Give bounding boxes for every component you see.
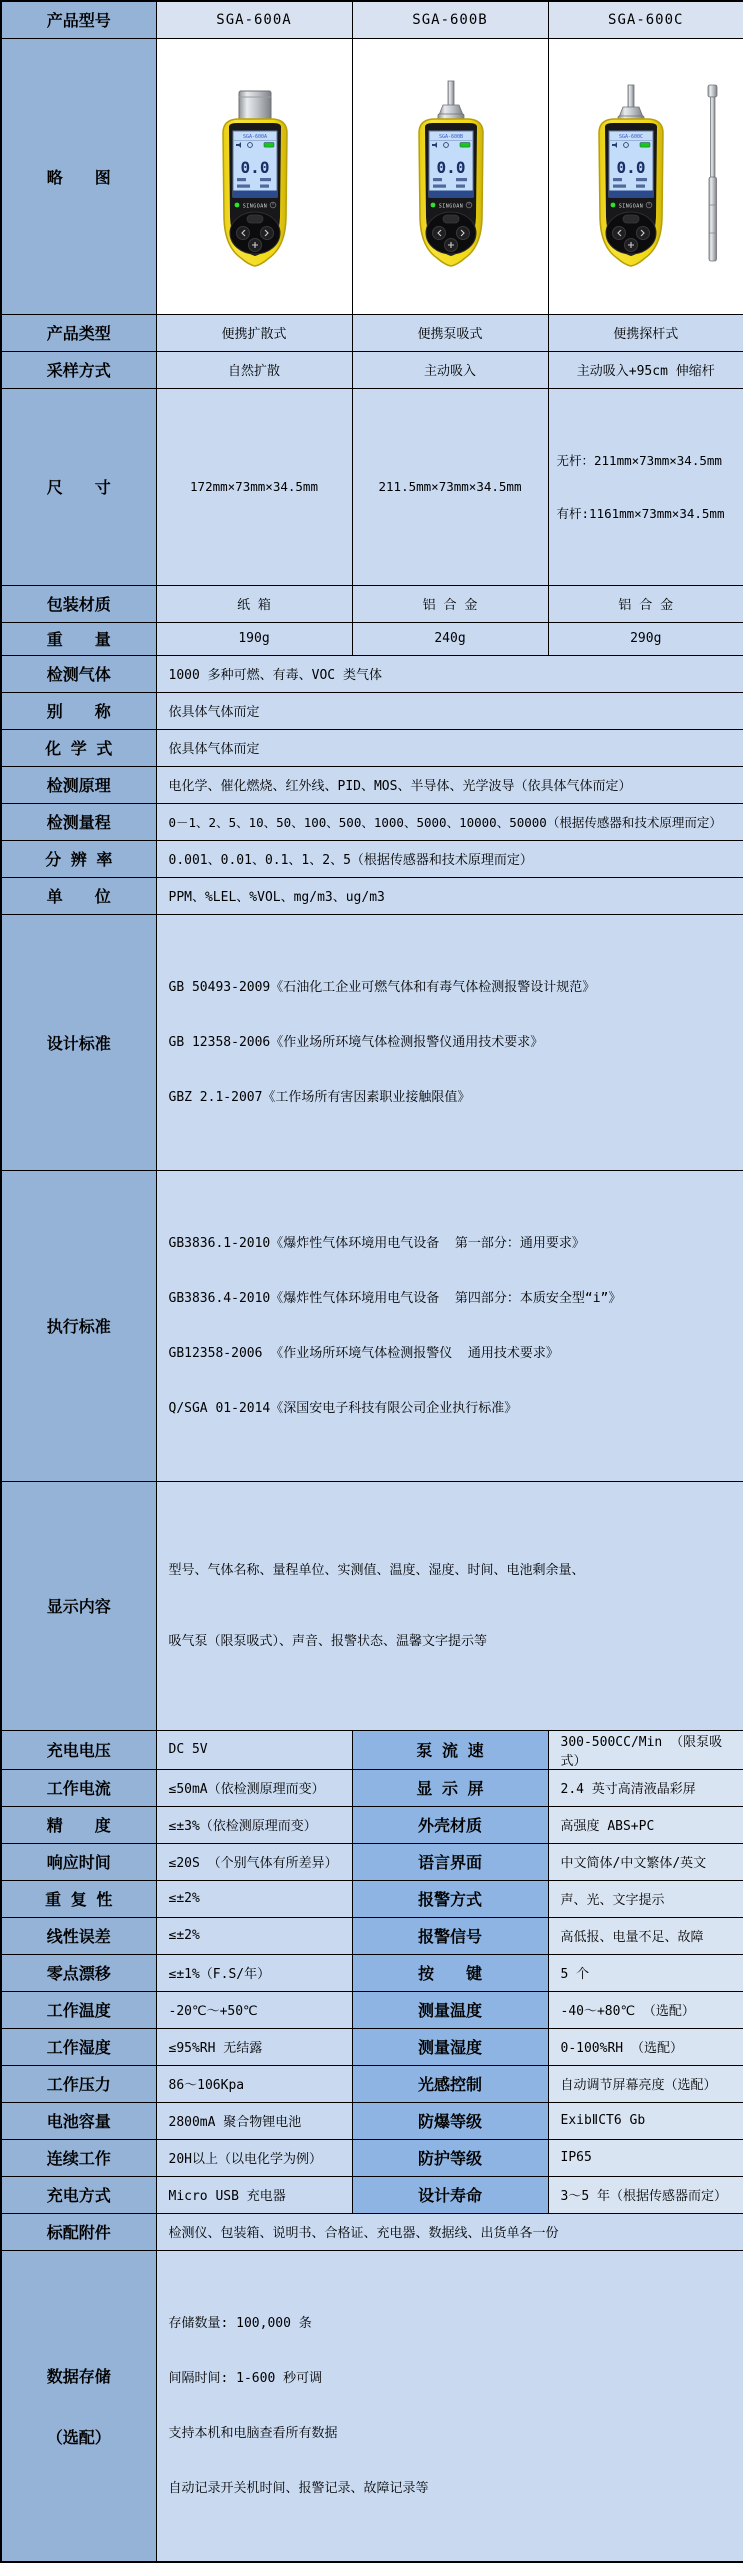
cell-value: 铝 合 金 bbox=[352, 585, 548, 622]
row-sampling-method bbox=[1, 351, 743, 388]
cell-value: 声、光、文字提示 bbox=[548, 1880, 743, 1917]
cell-value: 0-100%RH （选配） bbox=[548, 2028, 743, 2065]
cell-value: 0.001、0.01、0.1、1、2、5（根据传感器和技术原理而定） bbox=[156, 840, 743, 877]
storage-line: 支持本机和电脑查看所有数据 bbox=[169, 2421, 738, 2446]
cell-value bbox=[548, 388, 743, 585]
row-label: 工作湿度 bbox=[1, 2028, 156, 2065]
row-label: 检测原理 bbox=[1, 766, 156, 803]
row-spec bbox=[1, 2176, 743, 2213]
cell-value: PPM、%LEL、%VOL、mg/m3、ug/m3 bbox=[156, 877, 743, 914]
row-spec bbox=[1, 1769, 743, 1806]
cell-value: 300-500CC/Min （限泵吸式） bbox=[548, 1730, 743, 1769]
row-unit bbox=[1, 877, 743, 914]
device-photo-cell-b bbox=[352, 38, 548, 314]
row-label: 精 度 bbox=[1, 1806, 156, 1843]
cell-value: 主动吸入 bbox=[352, 351, 548, 388]
design-standard-line: GBZ 2.1-2007《工作场所有害因素职业接触限值》 bbox=[169, 1085, 738, 1110]
telescopic-probe-rod bbox=[708, 85, 717, 261]
cell-value: 5 个 bbox=[548, 1954, 743, 1991]
row-label: 工作压力 bbox=[1, 2065, 156, 2102]
row-design-standards bbox=[1, 914, 743, 1170]
cell-value: 172mm×73mm×34.5mm bbox=[156, 388, 352, 585]
device-screen-model-a: SGA-600A bbox=[242, 134, 266, 140]
row-spec bbox=[1, 1843, 743, 1880]
row-label-line: 数据存储 bbox=[2, 2364, 156, 2387]
cell-value: ≤±2% bbox=[156, 1880, 352, 1917]
row-label: 重 复 性 bbox=[1, 1880, 156, 1917]
row-label: 外壳材质 bbox=[352, 1806, 548, 1843]
design-standard-line: GB 50493-2009《石油化工企业可燃气体和有毒气体检测报警设计规范》 bbox=[169, 975, 738, 1000]
row-chemical-formula bbox=[1, 729, 743, 766]
device-photo-sga-600a bbox=[157, 77, 353, 276]
exec-standard-line: Q/SGA 01-2014《深国安电子科技有限公司企业执行标准》 bbox=[169, 1396, 738, 1421]
row-label: 工作温度 bbox=[1, 1991, 156, 2028]
cell-value: ≤50mA（依检测原理而变） bbox=[156, 1769, 352, 1806]
row-label: 防爆等级 bbox=[352, 2102, 548, 2139]
cell-value bbox=[156, 1170, 743, 1481]
row-label: 别 称 bbox=[1, 692, 156, 729]
storage-line: 存储数量: 100,000 条 bbox=[169, 2311, 738, 2336]
row-label: 包装材质 bbox=[1, 585, 156, 622]
row-label bbox=[1, 2250, 156, 2562]
cell-value: DC 5V bbox=[156, 1730, 352, 1769]
model-name-sga-600b: SGA-600B bbox=[352, 1, 548, 38]
cell-value: -40～+80℃ （选配） bbox=[548, 1991, 743, 2028]
cell-value: IP65 bbox=[548, 2139, 743, 2176]
row-label: 检测量程 bbox=[1, 803, 156, 840]
display-content-line: 吸气泵（限泵吸式）、声音、报警状态、温馨文字提示等 bbox=[169, 1629, 738, 1654]
row-label: 设计寿命 bbox=[352, 2176, 548, 2213]
row-label: 语言界面 bbox=[352, 1843, 548, 1880]
row-spec bbox=[1, 2028, 743, 2065]
device-photo-sga-600b bbox=[353, 77, 549, 276]
cell-value: 高低报、电量不足、故障 bbox=[548, 1917, 743, 1954]
cell-value: 1000 多种可燃、有毒、VOC 类气体 bbox=[156, 655, 743, 692]
cell-value: 0－1、2、5、10、50、100、500、1000、5000、10000、50000（根据传感器和技术原理而定） bbox=[156, 803, 743, 840]
device-screen-model-b: SGA-600B bbox=[438, 134, 462, 140]
cell-value: 中文简体/中文繁体/英文 bbox=[548, 1843, 743, 1880]
row-label: 线性误差 bbox=[1, 1917, 156, 1954]
row-weight bbox=[1, 622, 743, 655]
cell-value bbox=[156, 2250, 743, 2562]
cell-value: 2800mA 聚合物锂电池 bbox=[156, 2102, 352, 2139]
model-name-sga-600a: SGA-600A bbox=[156, 1, 352, 38]
cell-value: 便携扩散式 bbox=[156, 314, 352, 351]
dimension-without-rod: 无杆：211mm×73mm×34.5mm bbox=[557, 449, 742, 472]
cell-value: 20H以上（以电化学为例） bbox=[156, 2139, 352, 2176]
row-product-model bbox=[1, 1, 743, 38]
row-spec bbox=[1, 1917, 743, 1954]
row-spec bbox=[1, 2102, 743, 2139]
row-label-product-model: 产品型号 bbox=[1, 1, 156, 38]
row-executive-standards bbox=[1, 1170, 743, 1481]
row-detection-principle bbox=[1, 766, 743, 803]
cell-value bbox=[156, 1481, 743, 1730]
row-label: 单 位 bbox=[1, 877, 156, 914]
cell-value: 便携泵吸式 bbox=[352, 314, 548, 351]
row-label: 报警信号 bbox=[352, 1917, 548, 1954]
dimension-with-rod: 有杆:1161mm×73mm×34.5mm bbox=[557, 502, 742, 525]
model-name-sga-600c: SGA-600C bbox=[548, 1, 743, 38]
row-label: 充电电压 bbox=[1, 1730, 156, 1769]
row-spec bbox=[1, 1806, 743, 1843]
cell-value: 依具体气体而定 bbox=[156, 692, 743, 729]
row-standard-accessories bbox=[1, 2213, 743, 2250]
row-label: 电池容量 bbox=[1, 2102, 156, 2139]
row-label: 充电方式 bbox=[1, 2176, 156, 2213]
row-label: 化 学 式 bbox=[1, 729, 156, 766]
row-label: 工作电流 bbox=[1, 1769, 156, 1806]
row-detected-gas bbox=[1, 655, 743, 692]
row-label: 防护等级 bbox=[352, 2139, 548, 2176]
cell-value: ≤20S （个别气体有所差异） bbox=[156, 1843, 352, 1880]
device-photo-cell-c bbox=[548, 38, 743, 314]
cell-value: 自动调节屏幕亮度（选配） bbox=[548, 2065, 743, 2102]
row-label: 按 键 bbox=[352, 1954, 548, 1991]
row-label: 响应时间 bbox=[1, 1843, 156, 1880]
row-packing-material bbox=[1, 585, 743, 622]
row-label: 采样方式 bbox=[1, 351, 156, 388]
cell-value: 检测仪、包装箱、说明书、合格证、充电器、数据线、出货单各一份 bbox=[156, 2213, 743, 2250]
cell-value: 211.5mm×73mm×34.5mm bbox=[352, 388, 548, 585]
device-screen-model-c: SGA-600C bbox=[618, 134, 642, 140]
cell-value: 190g bbox=[156, 622, 352, 655]
row-label: 测量湿度 bbox=[352, 2028, 548, 2065]
cell-value: ≤±2% bbox=[156, 1917, 352, 1954]
design-standard-line: GB 12358-2006《作业场所环境气体检测报警仪通用技术要求》 bbox=[169, 1030, 738, 1055]
row-dimensions bbox=[1, 388, 743, 585]
storage-line: 自动记录开关机时间、报警记录、故障记录等 bbox=[169, 2476, 738, 2501]
row-product-type bbox=[1, 314, 743, 351]
cell-value: -20℃～+50℃ bbox=[156, 1991, 352, 2028]
row-label-line: （选配） bbox=[2, 2425, 156, 2448]
row-sketch bbox=[1, 38, 743, 314]
row-alias bbox=[1, 692, 743, 729]
row-label: 泵 流 速 bbox=[352, 1730, 548, 1769]
row-label-sketch: 略 图 bbox=[1, 38, 156, 314]
cell-value: 高强度 ABS+PC bbox=[548, 1806, 743, 1843]
device-photo-cell-a bbox=[156, 38, 352, 314]
cell-value: ≤±1%（F.S/年） bbox=[156, 1954, 352, 1991]
row-label: 产品类型 bbox=[1, 314, 156, 351]
row-label: 显示内容 bbox=[1, 1481, 156, 1730]
row-label: 标配附件 bbox=[1, 2213, 156, 2250]
row-label: 测量温度 bbox=[352, 1991, 548, 2028]
row-label: 重 量 bbox=[1, 622, 156, 655]
row-spec bbox=[1, 1880, 743, 1917]
device-photo-sga-600c bbox=[549, 77, 743, 276]
row-label: 尺 寸 bbox=[1, 388, 156, 585]
row-spec bbox=[1, 1730, 743, 1769]
row-label: 分 辨 率 bbox=[1, 840, 156, 877]
cell-value: 自然扩散 bbox=[156, 351, 352, 388]
display-content-line: 型号、气体名称、量程单位、实测值、温度、湿度、时间、电池剩余量、 bbox=[169, 1558, 738, 1583]
row-detection-range bbox=[1, 803, 743, 840]
cell-value: 依具体气体而定 bbox=[156, 729, 743, 766]
cell-value: 3～5 年（根据传感器而定） bbox=[548, 2176, 743, 2213]
cell-value: ≤±3%（依检测原理而变） bbox=[156, 1806, 352, 1843]
row-spec bbox=[1, 2139, 743, 2176]
cell-value: 86～106Kpa bbox=[156, 2065, 352, 2102]
row-display-content bbox=[1, 1481, 743, 1730]
row-label: 连续工作 bbox=[1, 2139, 156, 2176]
exec-standard-line: GB3836.4-2010《爆炸性气体环境用电气设备 第四部分：本质安全型“i”》 bbox=[169, 1286, 738, 1311]
row-label: 设计标准 bbox=[1, 914, 156, 1170]
row-label: 执行标准 bbox=[1, 1170, 156, 1481]
row-resolution bbox=[1, 840, 743, 877]
cell-value: 电化学、催化燃烧、红外线、PID、MOS、半导体、光学波导（依具体气体而定） bbox=[156, 766, 743, 803]
cell-value: 240g bbox=[352, 622, 548, 655]
cell-value: 290g bbox=[548, 622, 743, 655]
row-spec bbox=[1, 2065, 743, 2102]
exec-standard-line: GB12358-2006 《作业场所环境气体检测报警仪 通用技术要求》 bbox=[169, 1341, 738, 1366]
cell-value bbox=[156, 914, 743, 1170]
row-spec bbox=[1, 1954, 743, 1991]
cell-value: ExibⅡCT6 Gb bbox=[548, 2102, 743, 2139]
cell-value: 铝 合 金 bbox=[548, 585, 743, 622]
cell-value: Micro USB 充电器 bbox=[156, 2176, 352, 2213]
row-spec bbox=[1, 1991, 743, 2028]
row-label: 检测气体 bbox=[1, 655, 156, 692]
storage-line: 间隔时间: 1-600 秒可调 bbox=[169, 2366, 738, 2391]
cell-value: ≤95%RH 无结露 bbox=[156, 2028, 352, 2065]
cell-value: 便携探杆式 bbox=[548, 314, 743, 351]
row-data-storage bbox=[1, 2250, 743, 2562]
cell-value: 2.4 英寸高清液晶彩屏 bbox=[548, 1769, 743, 1806]
row-label: 光感控制 bbox=[352, 2065, 548, 2102]
cell-value: 主动吸入+95cm 伸缩杆 bbox=[548, 351, 743, 388]
row-label: 报警方式 bbox=[352, 1880, 548, 1917]
row-label: 显 示 屏 bbox=[352, 1769, 548, 1806]
row-label: 零点漂移 bbox=[1, 1954, 156, 1991]
cell-value: 纸 箱 bbox=[156, 585, 352, 622]
exec-standard-line: GB3836.1-2010《爆炸性气体环境用电气设备 第一部分：通用要求》 bbox=[169, 1231, 738, 1256]
